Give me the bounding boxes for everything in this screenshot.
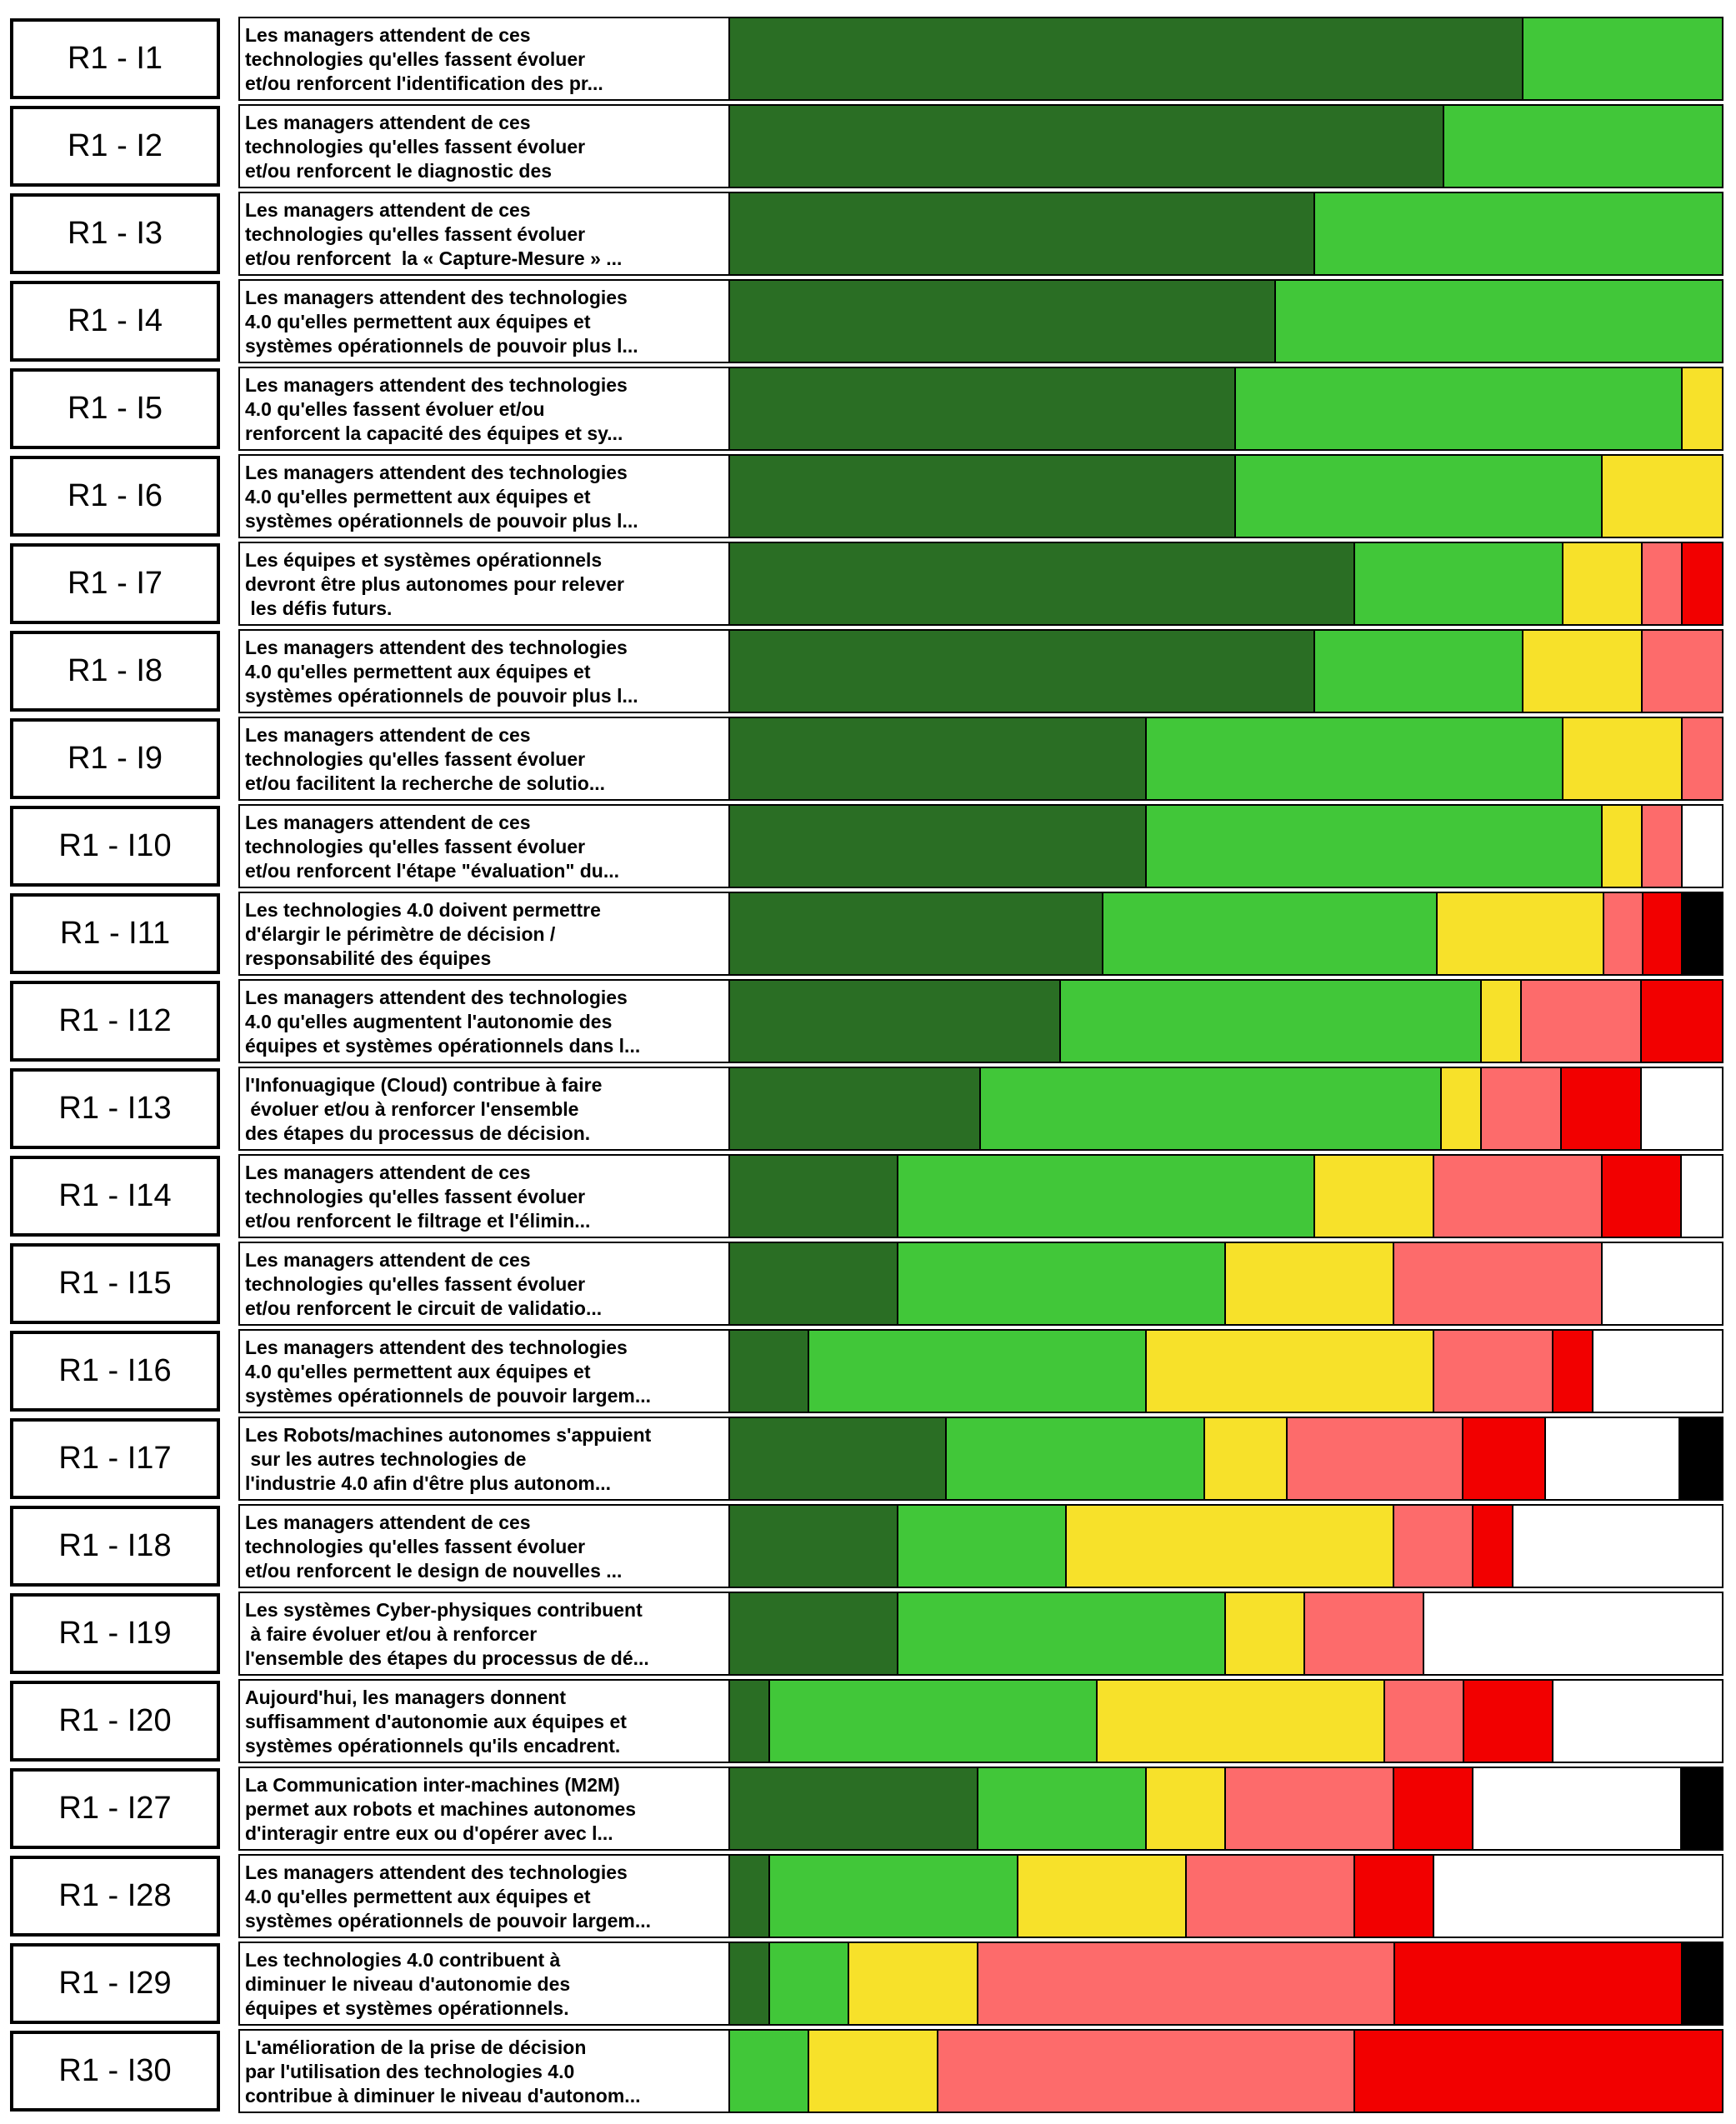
bar-segment-neutral (1603, 806, 1643, 887)
stacked-bar (728, 454, 1723, 538)
bar-segment-agree (1061, 981, 1482, 1062)
item-description-line: et/ou renforcent le circuit de validatio... (245, 1297, 603, 1319)
bar-segment-neutral (1226, 1593, 1305, 1674)
bar-segment-strongly-agree (730, 1243, 898, 1324)
item-description (238, 892, 728, 976)
bar-segment-neutral (1315, 1156, 1434, 1237)
stacked-bar (728, 367, 1723, 451)
item-id-label: R1 - I13 (10, 1068, 220, 1149)
item-description (238, 2029, 728, 2113)
item-description-line: et/ou renforcent l'étape "évaluation" du... (245, 860, 620, 882)
item-id-label: R1 - I11 (10, 893, 220, 974)
bar-segment-disagree (1187, 1856, 1355, 1937)
item-id-label: R1 - I2 (10, 106, 220, 187)
bar-segment-agree (770, 1681, 1098, 1762)
item-id-label: R1 - I29 (10, 1943, 220, 2024)
item-description (238, 1854, 728, 1938)
bar-segment-strongly-agree (730, 193, 1315, 274)
item-description-line: 4.0 qu'elles permettent aux équipes et (245, 661, 591, 682)
item-description-line: systèmes opérationnels qu'ils encadrent. (245, 1735, 621, 1757)
item-description-line: technologies qu'elles fassent évoluer (245, 48, 586, 70)
item-description (238, 542, 728, 626)
item-description (238, 979, 728, 1063)
item-description (238, 192, 728, 276)
bar-segment-strongly-agree (730, 1156, 898, 1237)
stacked-bar (728, 1592, 1723, 1676)
item-description-line: technologies qu'elles fassent évoluer (245, 748, 586, 770)
bar-segment-no-answer (1424, 1593, 1722, 1674)
item-description (238, 367, 728, 451)
stacked-bar (728, 2029, 1723, 2113)
item-description (238, 1767, 728, 1851)
bar-segment-disagree (1522, 981, 1642, 1062)
stacked-bar (728, 629, 1723, 713)
bar-segment-agree (770, 1943, 849, 2024)
bar-segment-disagree (1643, 806, 1683, 887)
item-description-line: l'industrie 4.0 afin d'être plus autonom... (245, 1472, 612, 1494)
item-description-line: contribue à diminuer le niveau d'autonom... (245, 2085, 641, 2107)
stacked-bar (728, 17, 1723, 101)
bar-segment-disagree (938, 2031, 1355, 2112)
bar-segment-neutral (1563, 718, 1683, 799)
bar-segment-strongly-disagree (1464, 1681, 1553, 1762)
bar-segment-disagree (1394, 1506, 1473, 1587)
item-description-line: 4.0 qu'elles permettent aux équipes et (245, 486, 591, 507)
item-description (238, 1154, 728, 1238)
bar-segment-strongly-disagree (1562, 1068, 1642, 1149)
bar-segment-strongly-agree (730, 18, 1523, 99)
bar-segment-disagree (978, 1943, 1395, 2024)
bar-segment-no-answer (1642, 1068, 1722, 1149)
item-description-line: Les systèmes Cyber-physiques contribuent (245, 1599, 643, 1621)
bar-segment-agree (1523, 18, 1722, 99)
item-description-line: Les managers attendent des technologies (245, 987, 628, 1008)
item-description-line: évoluer et/ou à renforcer l'ensemble (245, 1098, 579, 1120)
bar-segment-disagree (1434, 1331, 1553, 1412)
bar-segment-agree (947, 1418, 1205, 1499)
bar-segment-strongly-agree (730, 631, 1315, 712)
bar-segment-agree (770, 1856, 1018, 1937)
bar-segment-agree (1355, 543, 1563, 624)
item-id-label: R1 - I4 (10, 281, 220, 362)
bar-segment-other (1682, 1768, 1722, 1849)
item-description (238, 629, 728, 713)
item-description-line: et/ou renforcent l'identification des pr... (245, 72, 603, 94)
bar-segment-neutral (1683, 368, 1722, 449)
stacked-bar (728, 192, 1723, 276)
bar-segment-strongly-agree (730, 1068, 981, 1149)
bar-segment-agree (1147, 718, 1563, 799)
item-description-line: suffisamment d'autonomie aux équipes et (245, 1711, 627, 1732)
item-description-line: 4.0 qu'elles permettent aux équipes et (245, 311, 591, 332)
bar-segment-no-answer (1473, 1768, 1682, 1849)
bar-segment-strongly-agree (730, 1681, 770, 1762)
item-id-label: R1 - I15 (10, 1243, 220, 1324)
item-description-line: Les managers attendent des technologies (245, 374, 628, 396)
item-description-line: technologies qu'elles fassent évoluer (245, 1186, 586, 1207)
item-description-line: systèmes opérationnels de pouvoir plus l... (245, 510, 638, 532)
bar-segment-strongly-agree (730, 1856, 770, 1937)
stacked-bar (728, 1679, 1723, 1763)
item-description (238, 1679, 728, 1763)
bar-segment-strongly-agree (730, 806, 1147, 887)
bar-segment-disagree (1683, 718, 1722, 799)
item-id-label: R1 - I6 (10, 456, 220, 537)
bar-segment-agree (978, 1768, 1147, 1849)
item-id-label: R1 - I3 (10, 193, 220, 274)
bar-segment-neutral (1067, 1506, 1394, 1587)
bar-segment-agree (898, 1243, 1226, 1324)
item-description-line: Les managers attendent de ces (245, 199, 531, 221)
bar-segment-other (1680, 1418, 1722, 1499)
bar-segment-disagree (1288, 1418, 1463, 1499)
item-description (238, 804, 728, 888)
item-description (238, 454, 728, 538)
item-description-line: diminuer le niveau d'autonomie des (245, 1973, 571, 1995)
item-description-line: équipes et systèmes opérationnels. (245, 1997, 569, 2019)
bar-segment-disagree (1643, 631, 1722, 712)
item-description-line: Les managers attendent de ces (245, 1512, 531, 1533)
item-description-line: permet aux robots et machines autonomes (245, 1798, 637, 1820)
item-id-label: R1 - I14 (10, 1156, 220, 1237)
bar-segment-strongly-disagree (1473, 1506, 1513, 1587)
bar-segment-strongly-disagree (1683, 543, 1722, 624)
bar-segment-neutral (1482, 981, 1522, 1062)
bar-segment-strongly-disagree (1355, 2031, 1722, 2112)
bar-segment-disagree (1482, 1068, 1562, 1149)
stacked-bar (728, 1854, 1723, 1938)
stacked-bar (728, 1504, 1723, 1588)
item-id-label: R1 - I8 (10, 631, 220, 712)
bar-segment-strongly-agree (730, 1943, 770, 2024)
item-description-line: par l'utilisation des technologies 4.0 (245, 2061, 575, 2082)
item-description (238, 717, 728, 801)
bar-segment-strongly-agree (730, 1418, 947, 1499)
bar-segment-no-answer (1434, 1856, 1722, 1937)
bar-segment-strongly-agree (730, 543, 1355, 624)
item-id-label: R1 - I20 (10, 1681, 220, 1762)
stacked-bar (728, 279, 1723, 363)
stacked-bar (728, 1767, 1723, 1851)
item-description-line: sur les autres technologies de (245, 1448, 527, 1470)
stacked-bar (728, 804, 1723, 888)
item-description-line: Les Robots/machines autonomes s'appuient (245, 1424, 652, 1446)
bar-segment-disagree (1604, 893, 1643, 974)
bar-segment-strongly-disagree (1463, 1418, 1546, 1499)
bar-segment-disagree (1643, 543, 1683, 624)
bar-segment-neutral (1226, 1243, 1394, 1324)
bar-segment-strongly-disagree (1355, 1856, 1434, 1937)
bar-segment-no-answer (1513, 1506, 1722, 1587)
item-id-label: R1 - I16 (10, 1331, 220, 1412)
bar-segment-strongly-agree (730, 1768, 978, 1849)
item-description-line: systèmes opérationnels de pouvoir plus l... (245, 685, 638, 707)
stacked-bar (728, 717, 1723, 801)
bar-segment-strongly-agree (730, 281, 1276, 362)
item-description (238, 1242, 728, 1326)
bar-segment-agree (730, 2031, 809, 2112)
item-description-line: 4.0 qu'elles augmentent l'autonomie des (245, 1011, 613, 1032)
bar-segment-agree (981, 1068, 1442, 1149)
item-description-line: et/ou renforcent la « Capture-Mesure » ... (245, 247, 623, 269)
item-description-line: et/ou renforcent le filtrage et l'élimin... (245, 1210, 591, 1232)
bar-segment-agree (898, 1593, 1226, 1674)
item-description-line: devront être plus autonomes pour relever (245, 573, 625, 595)
stacked-bar (728, 1067, 1723, 1151)
item-description-line: Les managers attendent de ces (245, 112, 531, 133)
bar-segment-strongly-agree (730, 1506, 898, 1587)
bar-segment-strongly-disagree (1603, 1156, 1682, 1237)
stacked-bar (728, 1242, 1723, 1326)
item-description-line: et/ou renforcent le diagnostic des (245, 160, 553, 182)
bar-segment-strongly-agree (730, 1331, 809, 1412)
bar-segment-strongly-disagree (1394, 1768, 1473, 1849)
item-description-line: Les managers attendent de ces (245, 1162, 531, 1183)
item-description-line: des étapes du processus de décision. (245, 1122, 591, 1144)
bar-segment-agree (1147, 806, 1603, 887)
bar-segment-neutral (1603, 456, 1722, 537)
item-description-line: l'ensemble des étapes du processus de dé... (245, 1647, 649, 1669)
item-description-line: systèmes opérationnels de pouvoir plus l... (245, 335, 638, 357)
bar-segment-disagree (1434, 1156, 1603, 1237)
item-description-line: L'amélioration de la prise de décision (245, 2037, 587, 2058)
item-description-line: technologies qu'elles fassent évoluer (245, 1536, 586, 1557)
item-description-line: Les managers attendent des technologies (245, 287, 628, 308)
bar-segment-neutral (849, 1943, 978, 2024)
bar-segment-strongly-disagree (1553, 1331, 1593, 1412)
stacked-bar (728, 104, 1723, 188)
bar-segment-neutral (1147, 1768, 1226, 1849)
bar-segment-agree (1315, 193, 1722, 274)
bar-segment-neutral (1523, 631, 1643, 712)
bar-segment-disagree (1226, 1768, 1394, 1849)
bar-segment-strongly-agree (730, 1593, 898, 1674)
item-description (238, 1067, 728, 1151)
item-id-label: R1 - I18 (10, 1506, 220, 1587)
item-id-label: R1 - I17 (10, 1418, 220, 1499)
item-description-line: d'élargir le périmètre de décision / (245, 923, 556, 945)
item-id-label: R1 - I1 (10, 18, 220, 99)
item-id-label: R1 - I10 (10, 806, 220, 887)
item-description (238, 1504, 728, 1588)
item-description (238, 1417, 728, 1501)
item-description-line: technologies qu'elles fassent évoluer (245, 223, 586, 245)
item-description-line: Les managers attendent de ces (245, 1249, 531, 1271)
bar-segment-neutral (1147, 1331, 1434, 1412)
item-description-line: l'Infonuagique (Cloud) contribue à faire (245, 1074, 603, 1096)
item-description (238, 104, 728, 188)
item-description-line: et/ou facilitent la recherche de solutio... (245, 772, 605, 794)
bar-segment-agree (898, 1156, 1315, 1237)
bar-segment-no-answer (1553, 1681, 1722, 1762)
item-description-line: 4.0 qu'elles permettent aux équipes et (245, 1886, 591, 1907)
bar-segment-strongly-agree (730, 368, 1236, 449)
item-description (238, 17, 728, 101)
bar-segment-other (1683, 893, 1722, 974)
item-description (238, 279, 728, 363)
item-description-line: et/ou renforcent le design de nouvelles ... (245, 1560, 623, 1582)
item-description-line: technologies qu'elles fassent évoluer (245, 1273, 586, 1295)
item-id-label: R1 - I28 (10, 1856, 220, 1937)
bar-segment-strongly-agree (730, 718, 1147, 799)
stacked-bar (728, 542, 1723, 626)
item-description-line: Les managers attendent des technologies (245, 637, 628, 658)
item-id-label: R1 - I9 (10, 718, 220, 799)
item-description-line: Les managers attendent de ces (245, 812, 531, 833)
item-id-label: R1 - I30 (10, 2031, 220, 2112)
item-description-line: renforcent la capacité des équipes et sy... (245, 422, 623, 444)
bar-segment-strongly-agree (730, 981, 1061, 1062)
bar-segment-agree (1444, 106, 1722, 187)
bar-segment-strongly-agree (730, 106, 1444, 187)
bar-segment-strongly-agree (730, 456, 1236, 537)
item-description-line: d'interagir entre eux ou d'opérer avec l... (245, 1822, 613, 1844)
bar-segment-strongly-disagree (1642, 981, 1722, 1062)
item-description-line: Les équipes et systèmes opérationnels (245, 549, 603, 571)
bar-segment-agree (1315, 631, 1523, 712)
item-description-line: équipes et systèmes opérationnels dans l... (245, 1035, 641, 1057)
stacked-bar (728, 1154, 1723, 1238)
stacked-bar (728, 1329, 1723, 1413)
stacked-bar (728, 1942, 1723, 2026)
item-description-line: technologies qu'elles fassent évoluer (245, 836, 586, 857)
bar-segment-disagree (1385, 1681, 1464, 1762)
item-description-line: 4.0 qu'elles permettent aux équipes et (245, 1361, 591, 1382)
bar-segment-neutral (1438, 893, 1604, 974)
item-id-label: R1 - I7 (10, 543, 220, 624)
item-description-line: Les managers attendent de ces (245, 724, 531, 746)
bar-segment-strongly-disagree (1395, 1943, 1683, 2024)
bar-segment-agree (1276, 281, 1722, 362)
item-description-line: Les technologies 4.0 contribuent à (245, 1949, 561, 1971)
bar-segment-agree (809, 1331, 1147, 1412)
item-description-line: à faire évoluer et/ou à renforcer (245, 1623, 538, 1645)
item-description-line: responsabilité des équipes (245, 947, 492, 969)
bar-segment-agree (1236, 456, 1603, 537)
bar-segment-disagree (1305, 1593, 1424, 1674)
bar-segment-neutral (1098, 1681, 1385, 1762)
item-description-line: les défis futurs. (245, 597, 393, 619)
bar-segment-no-answer (1603, 1243, 1722, 1324)
bar-segment-neutral (1205, 1418, 1288, 1499)
item-description-line: 4.0 qu'elles fassent évoluer et/ou (245, 398, 545, 420)
stacked-bar (728, 892, 1723, 976)
stacked-bar (728, 979, 1723, 1063)
bar-segment-no-answer (1546, 1418, 1680, 1499)
bar-segment-agree (1103, 893, 1438, 974)
stacked-bar (728, 1417, 1723, 1501)
item-description-line: systèmes opérationnels de pouvoir largem... (245, 1385, 651, 1407)
item-description-line: Les managers attendent des technologies (245, 1337, 628, 1358)
item-description-line: technologies qu'elles fassent évoluer (245, 136, 586, 157)
item-description-line: Les managers attendent des technologies (245, 1862, 628, 1883)
item-id-label: R1 - I27 (10, 1768, 220, 1849)
bar-segment-neutral (1442, 1068, 1482, 1149)
item-id-label: R1 - I19 (10, 1593, 220, 1674)
item-description-line: Aujourd'hui, les managers donnent (245, 1687, 567, 1708)
bar-segment-disagree (1394, 1243, 1603, 1324)
item-id-label: R1 - I5 (10, 368, 220, 449)
item-id-label: R1 - I12 (10, 981, 220, 1062)
bar-segment-no-answer (1683, 806, 1722, 887)
item-description-line: systèmes opérationnels de pouvoir largem... (245, 1910, 651, 1932)
item-description (238, 1329, 728, 1413)
bar-segment-other (1683, 1943, 1722, 2024)
bar-segment-neutral (809, 2031, 938, 2112)
bar-segment-strongly-agree (730, 893, 1103, 974)
item-description (238, 1942, 728, 2026)
bar-segment-agree (1236, 368, 1683, 449)
item-description (238, 1592, 728, 1676)
item-description-line: Les managers attendent de ces (245, 24, 531, 46)
bar-segment-agree (898, 1506, 1067, 1587)
item-description-line: La Communication inter-machines (M2M) (245, 1774, 620, 1796)
bar-segment-neutral (1563, 543, 1643, 624)
bar-segment-no-answer (1593, 1331, 1722, 1412)
item-description-line: Les technologies 4.0 doivent permettre (245, 899, 601, 921)
bar-segment-no-answer (1682, 1156, 1722, 1237)
item-description-line: Les managers attendent des technologies (245, 462, 628, 483)
bar-segment-neutral (1018, 1856, 1187, 1937)
bar-segment-strongly-disagree (1643, 893, 1683, 974)
